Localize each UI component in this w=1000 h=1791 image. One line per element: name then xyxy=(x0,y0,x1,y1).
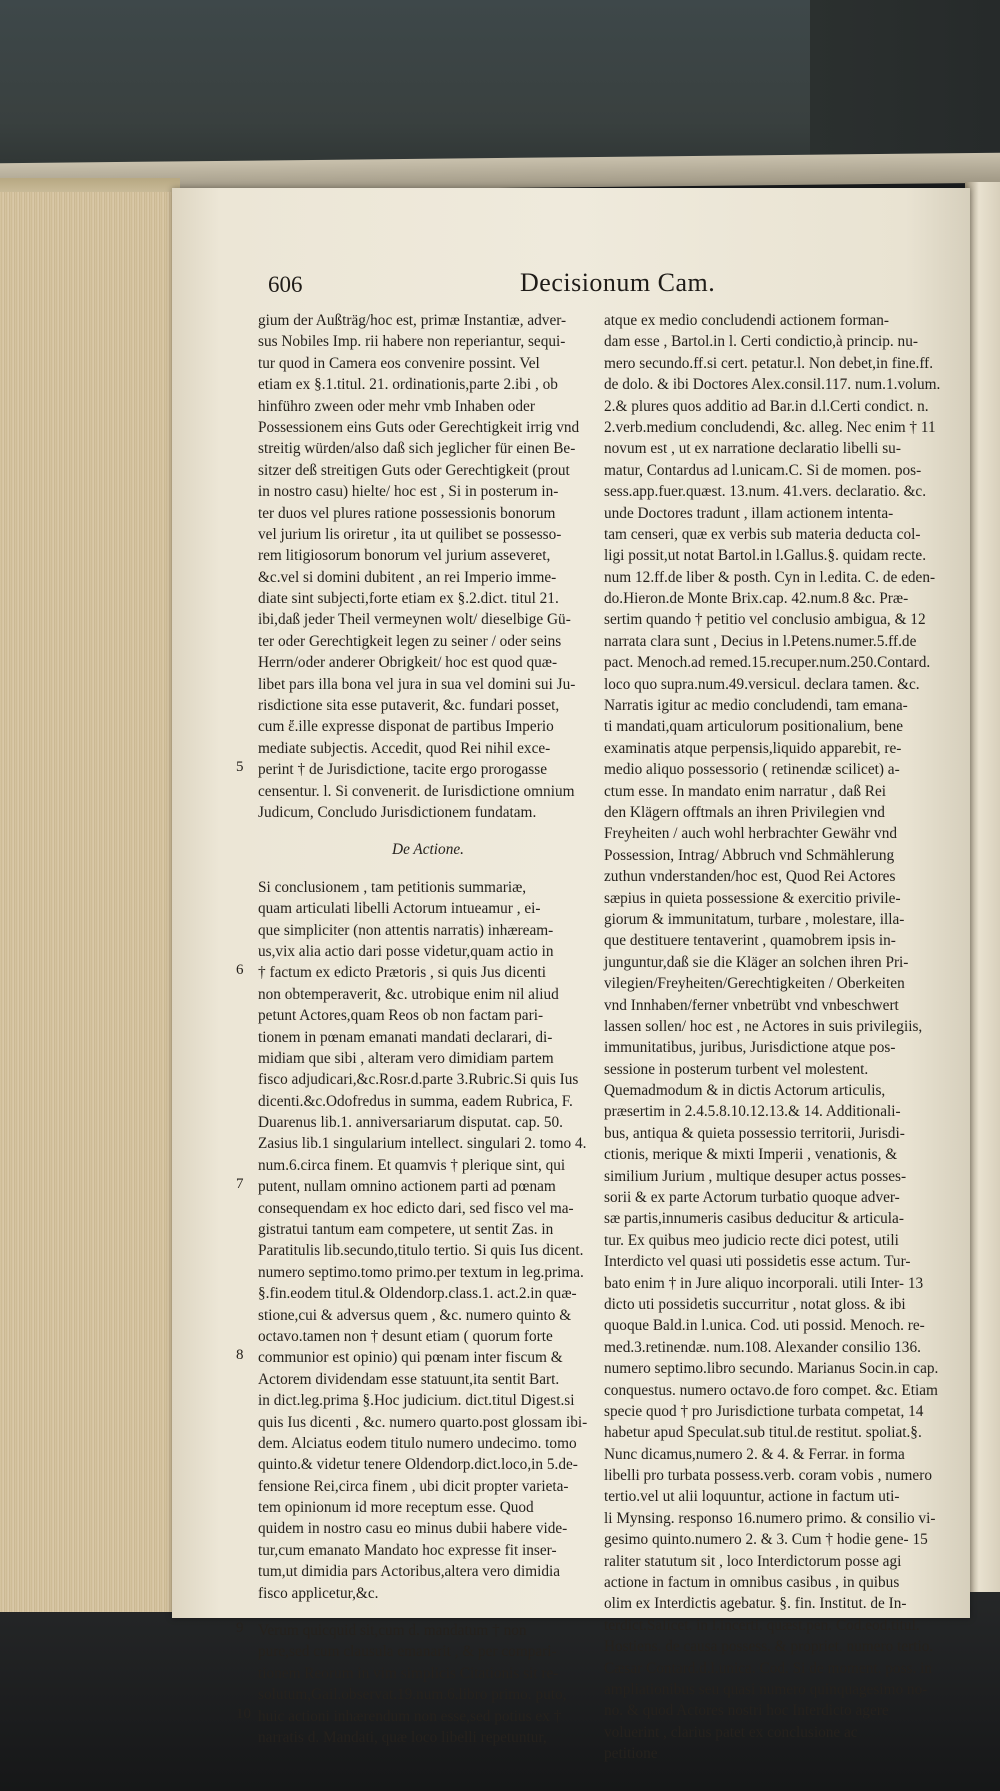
text-line: tum,ut dimidia pars Actoribus,altera vero dimidia xyxy=(258,1563,561,1581)
text-line: actione in factum in omnibus casibus , in quibus xyxy=(604,1574,900,1592)
text-line: sess.app.fuer.quæst. 13.num. 41.vers. declaratio. &c. xyxy=(604,483,927,501)
text-line: numero septimo.libro secundo. Marianus Socin.in cap. xyxy=(604,1360,939,1378)
text-line: 2.& plures quos additio ad Bar.in d.l.Certi condict. n. xyxy=(604,397,929,415)
text-line: ti mandati,quam articulorum positionalium, bene xyxy=(604,718,904,736)
text-line: similium Jurium , multique desuper actus posses- xyxy=(604,1167,907,1185)
text-line: quidem in nostro casu eo minus dubii habere vide- xyxy=(258,1520,568,1538)
text-line: stione,cui & adversus quem , &c. numero quinto & xyxy=(258,1306,572,1324)
text-line: Paratitulis lib.secundo,titulo tertio. Si quis Ius dicent. xyxy=(258,1242,584,1260)
text-line: tionem in pœnam emanati mandati declarari, di- xyxy=(258,1028,553,1046)
text-line: conquestus. numero octavo.de foro compet. &c. Etiam xyxy=(604,1381,938,1399)
margin-number: 6 xyxy=(236,962,244,978)
background-stripe xyxy=(810,0,1000,165)
text-line: fisco applicetur,&c. xyxy=(258,1584,379,1602)
margin-number: 8 xyxy=(236,1347,244,1363)
text-line: tur,cum emanato Mandato hoc expresse fit inser- xyxy=(258,1541,557,1559)
margin-number: 7 xyxy=(236,1176,244,1192)
text-line: tionem Reorum in vim simplicis Citationis sit re- xyxy=(258,1664,559,1682)
section-heading: De Actione. xyxy=(392,841,464,859)
text-line: midiam que sibi , alteram vero dimidiam partem xyxy=(258,1049,554,1067)
text-line: do.Hieron.de Monte Brix.cap. 42.num.8 &c. Præ- xyxy=(604,590,909,608)
text-line: quam articulati libelli Actorum intueamur , ei- xyxy=(258,900,541,918)
facing-page-edge xyxy=(965,182,1000,1592)
text-line: novum est , ut ex narratione declaratio libelli su- xyxy=(604,440,901,458)
text-line: que simpliciter (non attentis narratis) inhæream- xyxy=(258,921,554,939)
text-line: de dolo. & ibi Doctores Alex.consil.117. num.1.volum. xyxy=(604,376,941,394)
page-stack-edges xyxy=(0,192,180,1612)
text-line: raliter statutum sit , loco Interdictorum posse agi xyxy=(604,1552,902,1570)
text-line: communior est opinio) qui pœnam inter fiscum & xyxy=(258,1349,563,1367)
margin-number: 5 xyxy=(236,759,244,775)
text-line xyxy=(258,861,598,877)
text-line: tam censeri, quæ ex verbis sub materia deducta col- xyxy=(604,525,921,543)
text-line: rem litigiosorum bonorum vel jurium asseveret, xyxy=(258,547,551,565)
text-line: immunitatibus, juribus, Jurisdictione atque pos- xyxy=(604,1039,896,1057)
text-line: gium der Außträg/hoc est, primæ Instantiæ, adver- xyxy=(258,312,567,329)
text-line: cum ἔ.ille expresse disponat de partibus Imperio xyxy=(258,718,554,736)
text-line: ctum esse. In mandato enim narratur , daß Rei xyxy=(604,782,887,800)
text-line: us,vix alia actio dari posse videtur,quam actio in xyxy=(258,942,554,960)
text-line: Freyheiten / auch wohl herbrachter Gewähr vnd xyxy=(604,825,898,843)
text-line: libet pars illa bona vel jura in sua vel domini sui Ju- xyxy=(258,675,576,693)
text-line: Narratis igitur ac medio concludendi, tam emana- xyxy=(604,697,908,715)
text-line: Possessionem eins Guts oder Gerechtigkeit irrig vnd xyxy=(258,418,580,436)
text-line: junguntur,daß sie die Kläger an solchen ihren Pri- xyxy=(604,953,909,971)
text-line: vnd Innhaben/ferner vnbetrübt vnd vnbeschwert xyxy=(604,996,899,1014)
text-line: pact. Menoch.ad remed.15.recuper.num.250.Contard. xyxy=(604,654,931,672)
text-line: pure,sed cum clausula emanarit , & per compari- xyxy=(258,1643,557,1661)
text-line: † factum ex edicto Prætoris , si quis Jus dicenti xyxy=(258,964,547,982)
text-line: voluerint , clarius patet ex conclusione ac xyxy=(604,1723,858,1741)
text-line: specie quod † pro Jurisdictione turbata competat, 14 xyxy=(604,1402,924,1420)
text-line: perint † de Jurisdictione, tacite ergo prorogasse xyxy=(258,761,547,779)
text-line: terdict.Salicet. in l.incerti. quæst.pen. Cod.eod.titul. xyxy=(604,1616,920,1634)
margin-number: 10 xyxy=(236,1706,251,1722)
text-line: ligi possit,ut notat Bartol.in l.Gallus.§. quidam recte. xyxy=(604,547,927,565)
text-line: mero secundo.ff.si cert. petatur.l. Non debet,in fine.ff. xyxy=(604,354,934,372)
text-line: in nostro casu) hielte/ hoc est , Si in posterum in- xyxy=(258,483,559,501)
text-line: lassen sollen/ hoc est , ne Actores in suis privilegiis, xyxy=(604,1017,923,1035)
text-line: unde Doctores tradunt , illam actionem intenta- xyxy=(604,504,894,522)
text-line: streitig würden/also daß sich jeglicher für einen Be- xyxy=(258,440,576,458)
text-line: sus Nobiles Imp. rii habere non reperiantur, sequi- xyxy=(258,333,566,351)
background-cover xyxy=(0,0,1000,175)
text-line: solutum,Gail.observat.19.num.6.libro primo. puto, xyxy=(258,1686,567,1704)
text-line: dicto uti possidetis succurritur , notat gloss. & ibi xyxy=(604,1295,906,1313)
text-line: sitzer deß streitigen Guts oder Gerechtigkeit (prout xyxy=(258,461,570,479)
text-line: narrata clara sunt , Decius in l.Petens.numer.5.ff.de xyxy=(604,632,917,650)
text-line: in dict.leg.prima §.Hoc judicium. dict.titul Digest.si xyxy=(258,1392,575,1410)
text-line: præsertim in 2.4.5.8.10.12.13.& 14. Additionali- xyxy=(604,1103,901,1121)
text-line: que destituere tentaverint , quamobrem ipsis in- xyxy=(604,932,896,950)
text-line: medio aliquo possessorio ( retinendæ scilicet) a- xyxy=(604,761,900,779)
text-line: ibi,daß jeder Theil vermeynen wolt/ dieselbige Gü- xyxy=(258,611,571,629)
text-line: ctionis, merique & mixti Imperii , venationis, & xyxy=(604,1146,898,1164)
text-line: Hostiens. de causa possess. & propriet. numero tertio. xyxy=(604,1638,934,1656)
text-line: gistratui tantum eam competere, ut sentit Zas. in xyxy=(258,1221,554,1239)
text-line: sorii & ex parte Actorum turbatio quoque adver- xyxy=(604,1189,900,1207)
text-line: no. & quod Actores nostri hoc Interdicto agere xyxy=(604,1702,889,1720)
text-line: petitione xyxy=(604,1745,658,1763)
text-line: Cæsar Contard.d.l.unica. Cod. Si de moment. poss. in xyxy=(604,1659,933,1677)
text-line: tur. Ex quibus meo judicio recte dici potest, utili xyxy=(604,1231,899,1249)
text-line: Zasius lib.1 singularium intellect. singulari 2. tomo 4. xyxy=(258,1135,587,1153)
text-line: risdictione sita esse putaverit, &c. fundari posset, xyxy=(258,697,560,715)
text-line: zuthun vnderstanden/hoc est, Quod Rei Actores xyxy=(604,868,896,886)
text-line: dem. Alciatus eodem titulo numero undecimo. tomo xyxy=(258,1434,577,1452)
text-line: examinatis atque perpensis,liquido apparebit, re- xyxy=(604,739,902,757)
text-line: med.3.retinendæ. num.108. Alexander consilio 136. xyxy=(604,1338,921,1356)
text-line: censentur. l. Si convenerit. de Iurisdictione omnium xyxy=(258,782,575,800)
text-line: bato enim † in Jure aliquo incorporali. utili Inter- 13 xyxy=(604,1274,924,1292)
text-line: quinto.& videtur tenere Oldendorp.dict.loco,in 5.de- xyxy=(258,1456,578,1474)
left-text-column xyxy=(258,310,598,1748)
text-line: Quemadmodum & in dictis Actorum articulis, xyxy=(604,1082,886,1100)
text-line: Judicum, Concludo Jurisdictionem fundatam. xyxy=(258,803,537,821)
text-line: narratis d. Mandati, quæ loco libelli repetuntur, xyxy=(258,1729,547,1746)
text-line xyxy=(258,823,598,839)
running-title: Decisionum Cam. xyxy=(520,268,716,297)
text-line: num.6.circa finem. Et quamvis † plerique sint, qui xyxy=(258,1156,566,1174)
text-line: putent, nullam omnino actionem parti ad pœnam xyxy=(258,1178,556,1196)
text-line: den Klägern offtmals an ihren Privilegien vnd xyxy=(604,803,885,821)
text-line: matur, Contardus ad l.unicam.C. Si de momen. pos- xyxy=(604,461,922,479)
text-line: octavo.tamen non † desunt etiam ( quorum forte xyxy=(258,1327,553,1345)
text-line: tem opinionum id more receptum esse. Quod xyxy=(258,1499,534,1517)
text-line: numero septimo.tomo primo.per textum in leg.prima. xyxy=(258,1263,584,1281)
text-line: fensione Rei,circa finem , ubi dicit propter varieta- xyxy=(258,1477,569,1495)
text-line: tertio.vel ut alii loquuntur, actione in factum uti- xyxy=(604,1488,900,1506)
text-line: li Mynsing. responso 16.numero primo. & consilio vi- xyxy=(604,1509,936,1527)
text-line: habetur apud Speculat.sub titul.de restitut. spoliat.§. xyxy=(604,1424,922,1442)
text-line: gesimo quinto.numero 2. & 3. Cum † hodie gene- 15 xyxy=(604,1531,928,1549)
text-line: sertim quando † petitio vel conclusio ambigua, & 12 xyxy=(604,611,926,629)
text-line: petunt Actores,quam Reos ob non factam pari- xyxy=(258,1007,544,1025)
text-line: quis Ius dicenti , &c. numero quarto.post glossam ibi- xyxy=(258,1413,588,1431)
text-line: consequendam ex hoc edicto dari, sed fisco vel ma- xyxy=(258,1199,574,1217)
text-line: ampliationibus seu quasi numero quinquagesimo no- xyxy=(604,1681,928,1698)
text-line: olim ex Interdictis agebatur. §. fin. Institut. de In- xyxy=(604,1595,907,1613)
text-line: tur quod in Camera eos convenire possint. Vel xyxy=(258,354,540,372)
text-line: vel jurium lis oriretur , ita ut quilibet se possesso- xyxy=(258,525,562,543)
text-line: num 12.ff.de liber & posth. Cyn in l.edita. C. de eden- xyxy=(604,568,936,586)
text-line: &c.vel si domini dubitent , an rei Imperio imme- xyxy=(258,568,557,586)
text-line: sessione in posterum turbent vel molestent. xyxy=(604,1060,869,1078)
text-line: etiam ex §.1.titul. 21. ordinationis,parte 2.ibi , ob xyxy=(258,376,558,394)
margin-number: 9 xyxy=(236,1620,244,1636)
text-line: loco quo supra.num.49.versicul. declara tamen. &c. xyxy=(604,675,920,693)
right-text-column xyxy=(604,310,956,1765)
text-line: dicenti.&c.Odofredus in summa, eadem Rubrica, F. xyxy=(258,1092,573,1110)
text-line: Verum quicquid sit,cum d. mandatum † non xyxy=(258,1622,527,1640)
text-line: giorum & immunitatum, turbare , molestare, illa- xyxy=(604,910,905,928)
text-line: fisco adjudicari,&c.Rosr.d.parte 3.Rubric.Si quis Ius xyxy=(258,1071,579,1089)
text-line: ter duos vel plures ratione possessionis bonorum xyxy=(258,504,556,522)
text-line: Si conclusionem , tam petitionis summariæ, xyxy=(258,878,527,896)
text-line: libelli pro turbata possess.verb. coram vobis , numero xyxy=(604,1467,932,1485)
text-line: Herrn/oder anderer Obrigkeit/ hoc est quod quæ- xyxy=(258,654,558,672)
text-line: Interdicto vel quasi uti possidetis esse actum. Tur- xyxy=(604,1253,911,1271)
text-line: huic actioni inhærendum non esse,sed potius ex † xyxy=(258,1707,562,1725)
text-line: non obtemperaverit, &c. utrobique enim nil aliud xyxy=(258,985,559,1003)
text-line: atque ex medio concludendi actionem forman- xyxy=(604,312,890,329)
text-line: Possession, Intrag/ Abbruch vnd Schmählerung xyxy=(604,846,895,864)
text-line: §.fin.eodem titul.& Oldendorp.class.1. act.2.in quæ- xyxy=(258,1285,577,1303)
text-line: dam esse , Bartol.in l. Certi condictio,à princip. nu- xyxy=(604,333,918,351)
page-header xyxy=(268,268,878,312)
text-line: Duarenus lib.1. anniversariarum disputat. cap. 50. xyxy=(258,1114,564,1132)
text-line: diate sint subjecti,forte etiam ex §.2.dict. titul 21. xyxy=(258,590,559,608)
text-line: bus, antiqua & quieta possessio territorii, Jurisdi- xyxy=(604,1124,905,1142)
text-line: Nunc dicamus,numero 2. & 4. & Ferrar. in forma xyxy=(604,1445,905,1463)
text-line: hinführo zween oder mehr vmb Inhaben oder xyxy=(258,397,535,415)
text-line: vilegien/Freyheiten/Gerechtigkeiten / Oberkeiten xyxy=(604,975,905,993)
text-line: sæ partis,innumeris casibus deducitur & articula- xyxy=(604,1210,904,1228)
text-line: ter oder Gerechtigkeit legen zu seiner / oder seins xyxy=(258,632,562,650)
text-line: Actorem dividendam esse statuunt,ita sentit Bart. xyxy=(258,1370,560,1388)
text-line: quoque Bald.in l.unica. Cod. uti possid. Menoch. re- xyxy=(604,1317,925,1335)
text-line xyxy=(258,1604,598,1620)
text-line: sæpius in quieta possessione & exercitio privile- xyxy=(604,889,901,907)
text-line: mediate subjectis. Accedit, quod Rei nihil exce- xyxy=(258,739,551,757)
text-line: 2.verb.medium concludendi, &c. alleg. Nec enim † 11 xyxy=(604,418,936,436)
page-number: 606 xyxy=(268,272,303,297)
